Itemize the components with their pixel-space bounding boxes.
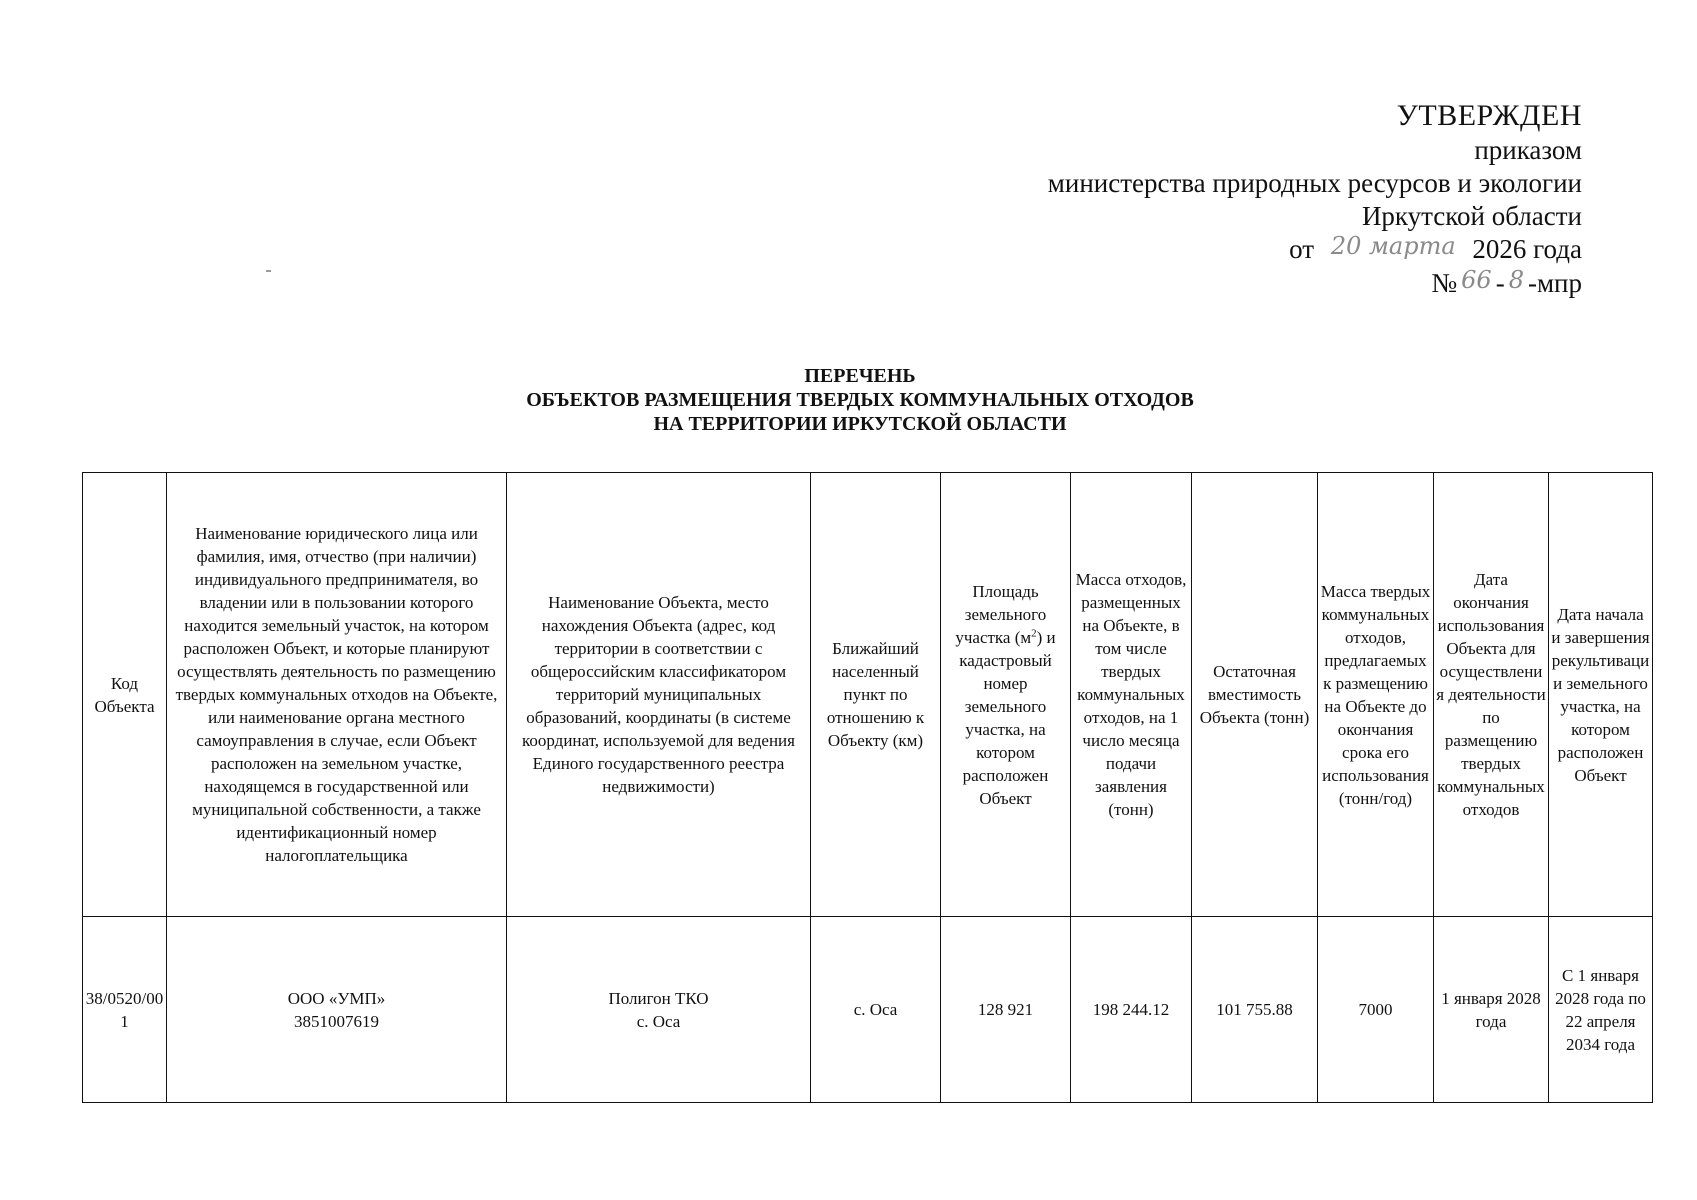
number-prefix: № — [1431, 268, 1458, 298]
cell-settlement: с. Оса — [811, 917, 941, 1103]
approval-status: УТВЕРЖДЕН — [1396, 99, 1582, 132]
header-area — [941, 473, 1071, 917]
cell-owner — [167, 917, 507, 1103]
header-area-text-1: Площадь земельного участка (м — [955, 581, 1047, 647]
header-capacity: Остаточная вместимость Объекта (тонн) — [1192, 473, 1318, 917]
date-year: 2026 года — [1472, 234, 1582, 264]
title-line-3: НА ТЕРРИТОРИИ ИРКУТСКОЙ ОБЛАСТИ — [653, 413, 1067, 435]
header-end-date: Дата окончания использования Объекта для осуществления деятельности по размещению твердых коммунальных отходов — [1434, 473, 1549, 917]
table-row — [83, 917, 1653, 1103]
number-separator: - — [1495, 268, 1505, 298]
title-line-2: ОБЪЕКТОВ РАЗМЕЩЕНИЯ ТВЕРДЫХ КОММУНАЛЬНЫХ ОТХОДОВ — [526, 389, 1194, 411]
scan-speck — [266, 270, 271, 272]
cell-capacity: 101 755.88 — [1192, 917, 1318, 1103]
header-area-text-2: ) и кадастровый номер земельного участка, на котором расположен Объект — [959, 627, 1056, 808]
owner-inn: 3851007619 — [294, 1011, 379, 1031]
header-area-sup: 2 — [1031, 626, 1037, 639]
date-prefix: от — [1289, 234, 1315, 264]
header-mass-planned: Масса твердых коммунальных отходов, предлагаемых к размещению на Объекте до окончания срока его использования (тонн/год) — [1318, 473, 1434, 917]
cell-mass-planned: 7000 — [1318, 917, 1434, 1103]
approval-line-region: Иркутской области — [1361, 201, 1582, 231]
approval-date — [1048, 233, 1582, 267]
cell-code: 38/0520/001 — [83, 917, 167, 1103]
header-owner: Наименование юридического лица или фамилия, имя, отчество (при наличии) индивидуального предпринимателя, во владении или в пользовании которого находится земельный участок, на котором расположен Объект, и которые планируют осуществлять деятельность по размещению твердых коммунальных отходов на Объекте, или наименование органа местного самоуправления в случае, если Объект расположен на земельном участке, находящемся в государственной или муниципальной собственности, а также идентификационный номер налогоплательщика — [167, 473, 507, 917]
owner-name: ООО «УМП» — [287, 988, 386, 1008]
table-header-row — [83, 473, 1653, 917]
header-settlement: Ближайший населенный пункт по отношению к Объекту (км) — [811, 473, 941, 917]
handwritten-number-1: 66 — [1461, 266, 1492, 294]
cell-reclamation: С 1 января 2028 года по 22 апреля 2034 года — [1549, 917, 1653, 1103]
object-location: с. Оса — [636, 1011, 681, 1031]
header-object: Наименование Объекта, место нахождения Объекта (адрес, код территории в соответствии с общероссийским классификатором территорий муниципальных образований, координаты (в системе координат, используемой для ведения Единого государственного реестра недвижимости) — [507, 473, 811, 917]
cell-end-date: 1 января 2028 года — [1434, 917, 1549, 1103]
header-code: Код Объекта — [83, 473, 167, 917]
header-reclamation: Дата начала и завершения рекультивации земельного участка, на котором расположен Объект — [1549, 473, 1653, 917]
waste-objects-table — [82, 472, 1653, 1103]
cell-object — [507, 917, 811, 1103]
number-suffix: -мпр — [1527, 268, 1582, 298]
approval-line-order: приказом — [1474, 135, 1582, 165]
approval-number — [1048, 267, 1582, 301]
header-mass-placed: Масса отходов, размещенных на Объекте, в том числе твердых коммунальных отходов, на 1 число месяца подачи заявления (тонн) — [1071, 473, 1192, 917]
cell-area: 128 921 — [941, 917, 1071, 1103]
cell-mass-placed: 198 244.12 — [1071, 917, 1192, 1103]
title-line-1: ПЕРЕЧЕНЬ — [804, 365, 916, 387]
object-name: Полигон ТКО — [608, 988, 709, 1008]
handwritten-date: 20 марта — [1330, 232, 1456, 260]
approval-stamp — [1048, 98, 1582, 301]
document-title — [0, 364, 1697, 436]
handwritten-number-2: 8 — [1508, 266, 1524, 294]
approval-line-ministry: министерства природных ресурсов и экологии — [1047, 168, 1582, 198]
